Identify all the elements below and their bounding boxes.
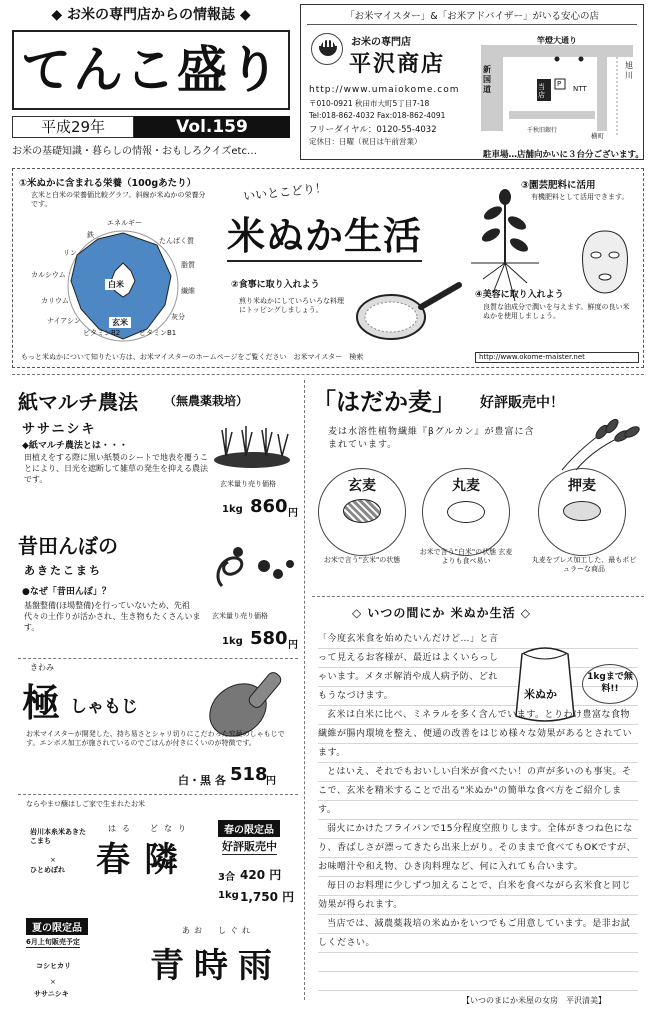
summer-ruby: あお しぐれ (182, 926, 254, 935)
essay-paragraph: 当店では、減農薬栽培の米ぬかをいつでもご用意しています。是非お試しください。 (318, 919, 631, 948)
nuka-desc2: 煎り米ぬかにしていろいろな料理にトッピングしましょう。 (239, 297, 344, 315)
kami-desc: 田植えをする際に黒い紙製のシートで地表を覆うことにより、日光を遮断して雑草の発生を抑える農法です。 (24, 453, 208, 485)
mukashi-variety: あきたこまち (24, 564, 102, 577)
grain-icon (447, 501, 485, 523)
hadaka-item-0-desc: お米で言う"玄米"の状態 (323, 556, 401, 564)
summer-cross2: ササニシキ (34, 990, 69, 998)
spring-badge: 春の限定品 (218, 820, 280, 837)
spring-p2: 1,750 円 (240, 890, 295, 904)
hadaka-item-2-name: 押麦 (568, 478, 596, 494)
shop-holiday: 定休日：日曜（祝日は午前営業） (309, 137, 422, 146)
kami-title: 紙マルチ農法 (18, 390, 138, 414)
radar-label-2: 脂質 (181, 261, 195, 269)
map-road-left: 新国道 (483, 65, 491, 94)
naramaro-section (12, 798, 300, 1018)
radar-label-8: カリウム (41, 297, 69, 305)
legend-brown: 玄米 (109, 317, 131, 328)
radar-label-11: 鉄 (87, 231, 94, 239)
nuka-heading1: ①米ぬかに含まれる栄養（100gあたり） (19, 178, 197, 189)
map-bridge: 横町 (591, 132, 604, 140)
snake-frog-icon (202, 536, 298, 596)
summer-name: 青時雨 (150, 946, 282, 986)
kami-price: 860 (250, 496, 288, 517)
essay-paragraph: とはいえ、それでもおいしい白米が食べたい！の声が多いのも事実。そこで、玄米を精米することで出る"米ぬか"の簡単な食べ方をご紹介します。 (318, 767, 632, 815)
shop-panel (300, 4, 644, 160)
shop-parking: 駐車場…店舗向かいに３台分ございます。 (483, 150, 644, 160)
shop-freedial: フリーダイヤル：0120-55-4032 (309, 125, 437, 135)
nuka-desc3: 有機肥料として活用できます。 (531, 193, 629, 201)
hadaka-status: 好評販売中！ (480, 395, 564, 411)
shamoji-desc: お米マイスターが開発した、持ち易さとシャリ切りにこだわった究極のしゃもじです。エンボス加工が施されているのでごはんが付きにくいのが特徴です。 (26, 730, 285, 748)
hadaka-section (312, 380, 644, 590)
hadaka-item-0-name: 玄麦 (348, 478, 376, 494)
essay-body (318, 630, 638, 953)
spring-status: 好評販売中 (222, 840, 277, 853)
essay-signature: 【いつのまにか米屋の女房 平沢清美】 (462, 996, 606, 1005)
mukashi-yen: 円 (288, 640, 298, 651)
hadaka-desc: 麦は水溶性植物繊維『βグルカン』が豊富に含まれています。 (328, 427, 535, 450)
shamoji-price: 518 (230, 764, 268, 785)
masthead-title: てんこ盛り (21, 40, 281, 99)
essay-title: ◇ いつの間にか 米ぬか生活 ◇ (352, 606, 531, 620)
mukashi-section (12, 528, 300, 656)
radar-label-10: リン (63, 249, 77, 257)
shop-address: 〒010-0921 秋田市大町5丁目7-18 (309, 99, 430, 108)
face-mask-icon (579, 229, 631, 295)
radar-label-9: カルシウム (31, 271, 66, 279)
hadaka-item-0 (318, 468, 406, 556)
issue-era: 平成29年 (12, 116, 134, 138)
radar-label-3: 繊維 (181, 287, 195, 295)
radar-label-5: ビタミンB1 (139, 329, 177, 337)
spring-cross1: 岩川本糸米あきたこまち (30, 828, 86, 846)
nuka-heading2: ②食事に取り入れよう (231, 280, 320, 290)
mukashi-q: ●なぜ「昔田んぼ」？ (22, 587, 111, 597)
spring-cross2: ひとめぼれ (30, 866, 65, 874)
nuka-footer: もっと米ぬかについて知りたい方は、お米マイスターのホームページをご覧ください お米マイスター 検索 (21, 353, 364, 361)
summer-badge: 夏の限定品 (26, 918, 88, 935)
essay-paragraph: 弱火にかけたフライパンで15分程度空煎りします。全体がきつね色になり、香ばしさが漂ってきたら出来上がり。そのままで食べてもOKですが、お味噌汁や和え物、ひき肉料理など、何に入れても合います。 (318, 824, 636, 872)
grain-icon (343, 499, 381, 523)
spring-x: × (50, 856, 56, 864)
shop-tel: Tel:018-862-4032 Fax:018-862-4091 (309, 111, 446, 120)
masthead-subtitle: お米の基礎知識・暮らしの情報・おもしろクイズetc… (12, 146, 257, 157)
mukashi-title: 昔田んぼの (18, 534, 118, 558)
rice-bowl-icon (319, 46, 337, 56)
summer-x: × (50, 978, 56, 986)
radar-label-6: ビタミンB2 (83, 329, 121, 337)
nuka-footer-url[interactable]: http://www.okome-maister.net (475, 352, 639, 363)
kami-q: ◆紙マルチ農法とは・・・ (22, 441, 128, 451)
masthead-banner: ◆ お米の専門店からの情報誌 ◆ (51, 7, 251, 23)
essay-bag-label: 米ぬか (524, 688, 557, 701)
radar-label-7: ナイアシン (47, 317, 81, 325)
kami-yen: 円 (288, 508, 298, 519)
shop-logo (311, 33, 343, 65)
shamoji-section (12, 662, 300, 792)
summer-status: 6月上旬販売予定 (26, 938, 80, 948)
shop-url[interactable]: http://www.umaiokome.com (309, 85, 460, 95)
hadaka-item-1-desc: お米で言う"白米"の状態 玄麦よりも食べ易い (419, 548, 513, 566)
spring-p1-unit: 3合 (218, 872, 235, 883)
hadaka-item-1 (422, 468, 510, 556)
mukashi-price-label: 玄米量り売り価格 (212, 612, 268, 620)
map-p: P (557, 80, 562, 88)
nuka-banner-big: 米ぬか生活 (227, 205, 422, 262)
hadaka-item-2 (538, 468, 626, 556)
essay-paragraph: 「今度玄米食を始めたいんだけど…」と言って見えるお客様が、最近はよくいらっしゃいます。メタボ解消や成人病予防、どれもうなづけます。 (318, 634, 499, 701)
grain-icon (563, 501, 601, 521)
kami-price-label: 玄米量り売り価格 (220, 480, 276, 488)
essay-section (312, 600, 644, 1012)
kami-title-sub: （無農薬栽培） (164, 394, 249, 408)
nuka-heading4: ④美容に取り入れよう (475, 290, 564, 300)
legend-white: 白米 (105, 279, 127, 290)
spring-p2-unit: 1kg (218, 890, 239, 901)
hadaka-item-2-desc: 丸麦をプレス加工した、最もポピュラーな商品 (531, 556, 637, 574)
map-ntt: NTT (573, 85, 587, 93)
issue-vol: Vol.159 (134, 116, 290, 138)
nuka-heading3: ③園芸肥料に活用 (521, 180, 596, 191)
issue-row (12, 116, 290, 138)
kami-section (12, 380, 300, 530)
shamoji-title-big: 極 (22, 680, 61, 725)
mukashi-desc: 基盤整備(ほ場整備)を行っていないため、先祖代々の土作りが活かされ、生き物もたくさんいます。 (24, 601, 201, 633)
spring-name: 春隣 (96, 840, 192, 880)
kami-unit: 1kg (222, 504, 243, 515)
radar-label-4: 灰分 (171, 313, 185, 321)
shop-type: お米の専門店 (351, 37, 411, 48)
wheat-icon (552, 416, 642, 472)
essay-free-badge: 1kgまで無料!! (582, 664, 638, 704)
hadaka-title: 「はだか麦」 (312, 387, 456, 416)
shamoji-yen: 円 (266, 776, 276, 787)
summer-cross1: コシヒカリ (36, 962, 71, 970)
essay-paragraph: 玄米は白米に比べ、ミネラルを多く含んでいます。とりわけ豊富な食物繊維が腸内環境を整え、便通の改善をはじめ様々な効果があるとされています。 (318, 710, 633, 758)
map-river: 旭川 (625, 61, 633, 80)
kami-variety: ササニシキ (22, 422, 97, 437)
rice-paddle-icon (202, 666, 298, 740)
radar-label-0: エネルギー (107, 219, 142, 227)
shamoji-variant: 白・黒 各 (178, 774, 226, 787)
frying-pan-icon (353, 279, 463, 349)
naramaro-caption: ならやまロ醸はしご家で生まれたお米 (26, 800, 145, 808)
shamoji-ruby: きわみ (30, 663, 54, 672)
radar-label-1: たんぱく質 (159, 237, 194, 245)
title-box (12, 30, 290, 110)
nuka-desc1: 玄米と白米の栄養価比較グラフ。斜線が米ぬかの栄養分です。 (31, 191, 206, 209)
rice-paddy-icon (212, 420, 292, 470)
spring-ruby: はる どなり (108, 824, 192, 833)
nuka-banner-small: いいとこどり！ (242, 180, 328, 204)
map-road-top: 竿燈大通り (537, 36, 577, 45)
shop-name: 平沢商店 (349, 52, 446, 77)
nuka-desc4: 良質な油成分で潤いを与えます。鮮度の良い米ぬかを使用しましょう。 (483, 303, 630, 321)
spring-p1: 420 円 (240, 868, 282, 882)
essay-paragraph: 毎日のお料理に少しずつ加えることで、白米を食べながら玄米食と同じ効果が得られます。 (318, 881, 631, 910)
map-shop-label: 当店 (538, 83, 545, 99)
map-bank: 千秋旧銀行 (527, 127, 558, 134)
shamoji-title: しゃもじ (70, 697, 138, 717)
nuka-section (12, 168, 644, 368)
mukashi-price: 580 (250, 628, 288, 649)
mukashi-unit: 1kg (222, 636, 243, 647)
shop-tagline: 「お米マイスター」&「お米アドバイザー」がいる安心の店 (307, 8, 637, 25)
masthead (12, 4, 290, 160)
hadaka-item-1-name: 丸麦 (452, 478, 480, 494)
